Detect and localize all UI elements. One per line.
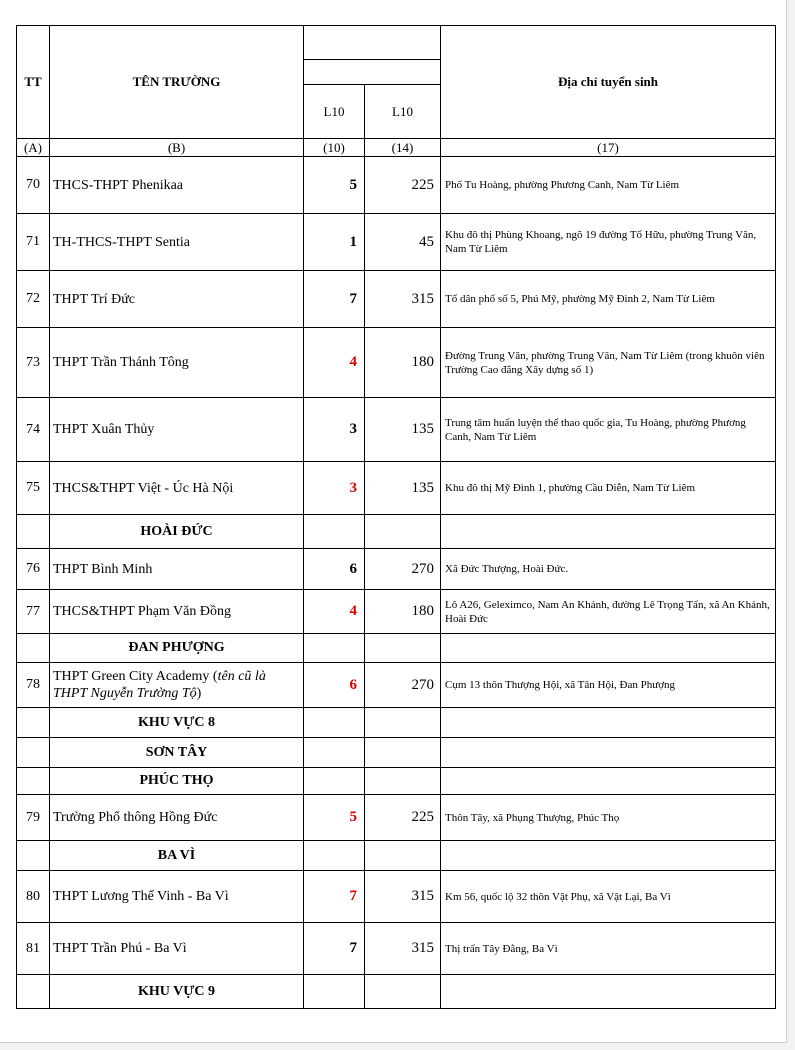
l10-value: 7 [304,871,365,923]
table-row [17,214,776,271]
header-blank-mid [304,60,441,85]
table-row [17,795,776,841]
l14-value: 270 [365,663,441,708]
region-label: SƠN TÂY [50,738,304,768]
l10-value: 7 [304,271,365,328]
region-label: HOÀI ĐỨC [50,515,304,549]
l10-value: 4 [304,328,365,398]
l10-value: 5 [304,795,365,841]
school-name: Trường Phổ thông Hồng Đức [50,795,304,841]
l14-value: 315 [365,271,441,328]
row-number: 74 [17,398,50,462]
l14-value: 270 [365,549,441,590]
address: Km 56, quốc lộ 32 thôn Vật Phụ, xã Vật Lại, Ba Vì [441,871,776,923]
table-row [17,328,776,398]
school-name: THPT Lương Thế Vinh - Ba Vì [50,871,304,923]
l14-value: 180 [365,590,441,634]
school-name: THCS&THPT Phạm Văn Đồng [50,590,304,634]
row-number: 71 [17,214,50,271]
index-17: (17) [441,139,776,157]
region-label: ĐAN PHƯỢNG [50,634,304,663]
row-number: 77 [17,590,50,634]
address: Trung tâm huấn luyện thể thao quốc gia, Tu Hoàng, phường Phương Canh, Nam Từ Liêm [441,398,776,462]
l10-value: 5 [304,157,365,214]
school-name [50,663,304,708]
region-row [17,975,776,1009]
table-row [17,923,776,975]
table-row [17,157,776,214]
l14-value: 135 [365,398,441,462]
region-row [17,515,776,549]
school-name: TH-THCS-THPT Sentia [50,214,304,271]
school-name-main: THPT Green City Academy ( [53,669,218,684]
l10-value: 1 [304,214,365,271]
address: Phố Tu Hoàng, phường Phương Canh, Nam Từ Liêm [441,157,776,214]
table-row [17,271,776,328]
region-label: PHÚC THỌ [50,768,304,795]
table-row [17,663,776,708]
l10-value: 3 [304,398,365,462]
header-l10-a: L10 [304,85,365,139]
address: Lô A26, Geleximco, Nam An Khánh, đường Lê Trọng Tấn, xã An Khánh, Hoài Đức [441,590,776,634]
region-row [17,634,776,663]
table-row [17,462,776,515]
region-row [17,738,776,768]
header-tt: TT [17,26,50,139]
index-b: (B) [50,139,304,157]
l14-value: 135 [365,462,441,515]
row-number: 72 [17,271,50,328]
school-table [16,25,776,1009]
row-number: 81 [17,923,50,975]
header-address: Địa chỉ tuyển sinh [441,26,776,139]
school-name-former: tên cũ là THPT Nguyễn Trường Tộ [53,669,266,701]
address: Thôn Tây, xã Phụng Thượng, Phúc Thọ [441,795,776,841]
school-name: THPT Trí Đức [50,271,304,328]
region-label: KHU VỰC 9 [50,975,304,1009]
row-number: 76 [17,549,50,590]
header-blank-top [304,26,441,60]
table-row [17,871,776,923]
row-number: 78 [17,663,50,708]
l10-value: 7 [304,923,365,975]
region-label: BA VÌ [50,841,304,871]
l10-value: 3 [304,462,365,515]
l14-value: 180 [365,328,441,398]
region-row [17,708,776,738]
index-a: (A) [17,139,50,157]
l10-value: 6 [304,549,365,590]
table-row [17,549,776,590]
address: Khu đô thị Mỹ Đình 1, phường Cầu Diễn, Nam Từ Liêm [441,462,776,515]
region-label: KHU VỰC 8 [50,708,304,738]
address: Khu đô thị Phùng Khoang, ngõ 19 đường Tố Hữu, phường Trung Văn, Nam Từ Liêm [441,214,776,271]
l14-value: 225 [365,795,441,841]
address: Thị trấn Tây Đằng, Ba Vì [441,923,776,975]
region-row [17,768,776,795]
address: Cụm 13 thôn Thượng Hội, xã Tân Hội, Đan Phượng [441,663,776,708]
school-name: THPT Trần Thánh Tông [50,328,304,398]
l14-value: 315 [365,923,441,975]
row-number: 73 [17,328,50,398]
l14-value: 315 [365,871,441,923]
l14-value: 225 [365,157,441,214]
school-name: THPT Xuân Thủy [50,398,304,462]
school-name-end: ) [196,686,202,701]
row-number: 70 [17,157,50,214]
region-row [17,841,776,871]
l10-value: 6 [304,663,365,708]
school-name: THPT Bình Minh [50,549,304,590]
index-14: (14) [365,139,441,157]
address: Tổ dân phố số 5, Phú Mỹ, phường Mỹ Đình 2, Nam Từ Liêm [441,271,776,328]
header-school-name: TÊN TRƯỜNG [50,26,304,139]
l14-value: 45 [365,214,441,271]
school-name: THPT Trần Phú - Ba Vì [50,923,304,975]
row-number: 75 [17,462,50,515]
l10-value: 4 [304,590,365,634]
address: Đường Trung Văn, phường Trung Văn, Nam Từ Liêm (trong khuôn viên Trường Cao đẳng Xây dựng số 1) [441,328,776,398]
school-name: THCS-THPT Phenikaa [50,157,304,214]
table-row [17,398,776,462]
school-name: THCS&THPT Việt - Úc Hà Nội [50,462,304,515]
row-number: 79 [17,795,50,841]
address: Xã Đức Thượng, Hoài Đức. [441,549,776,590]
table-row [17,590,776,634]
header-l10-b: L10 [365,85,441,139]
index-10: (10) [304,139,365,157]
row-number: 80 [17,871,50,923]
